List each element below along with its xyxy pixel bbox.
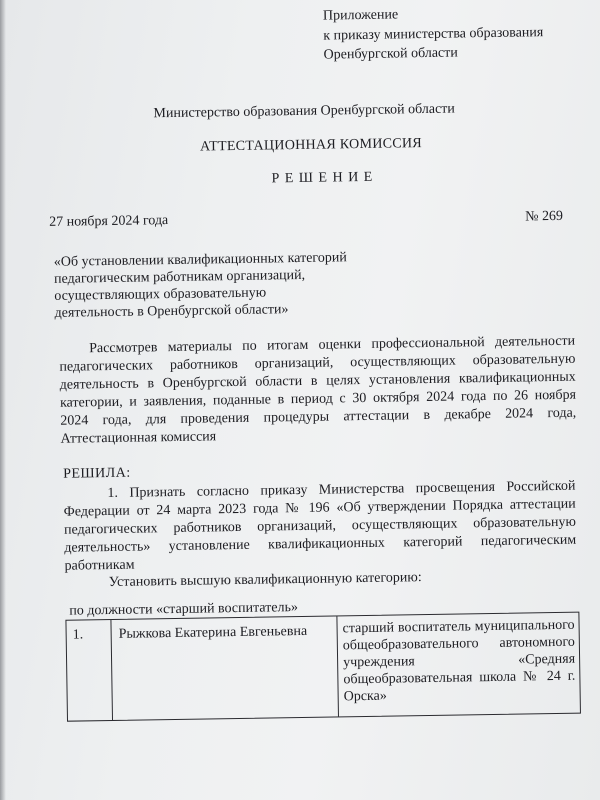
item-line: деятельность» установление квалификационных категорий педагогическим: [64, 532, 577, 556]
establish-category-line: Установить высшую квалификационную категорию:: [108, 570, 422, 591]
preamble-line: категории, и заявления, поданные в период с 30 октября 2024 года по 26 ноября: [59, 387, 577, 411]
decision-date: 27 ноября 2024 года: [49, 213, 169, 230]
preamble-line: 2024 года, для проведения процедуры аттестации в декабре 2024 года,: [60, 405, 577, 429]
subject-line: педагогическим работникам организаций,: [53, 267, 306, 287]
item-line: работникам: [64, 557, 135, 574]
position-line: общеобразовательного автономного: [342, 634, 575, 654]
decision-subject: [54, 249, 348, 322]
item-line: педагогических работников организаций, осуществляющих образовательную: [63, 514, 577, 538]
preamble-line: Аттестационная комиссия: [60, 429, 217, 447]
position-line: учреждения «Средняя: [343, 651, 576, 671]
appendix-order-line: к приказу министерства образования: [323, 25, 544, 44]
position-heading: по должности «старший воспитатель»: [69, 600, 299, 619]
appendix-region-line: Оренбургской области: [323, 45, 458, 63]
preamble-line: Рассмотрев материалы по итогам оценки профессиональной деятельности: [89, 333, 576, 357]
resolved-heading: РЕШИЛА:: [63, 465, 131, 482]
row-number: 1.: [72, 627, 84, 643]
subject-line: «Об установлении квалификационных категорий: [53, 250, 347, 270]
item-line: Федерации от 24 марта 2023 года № 196 «Об утверждении Порядка аттестации: [63, 496, 576, 520]
ministry-name: Министерство образования Оренбургской области: [153, 101, 455, 122]
category-table: [65, 612, 581, 722]
item-1-paragraph: [63, 478, 576, 576]
preamble-line: педагогических работников организаций, осуществляющих образовательную: [59, 351, 576, 375]
decision-number: № 269: [525, 208, 564, 225]
employee-name: Рыжкова Екатерина Евгеньевна: [118, 623, 308, 642]
decision-title: Р Е Ш Е Н И Е: [271, 169, 374, 187]
table-cell-number: [66, 620, 113, 721]
appendix-label: Приложение: [322, 7, 399, 24]
item-line: 1. Признать согласно приказу Министерства просвещения Российской: [107, 478, 576, 502]
commission-title: АТТЕСТАЦИОННАЯ КОМИССИЯ: [199, 136, 423, 155]
employee-position: [342, 617, 575, 706]
preamble-paragraph: [59, 333, 577, 449]
preamble-line: деятельность в Оренбургской области в целях установления квалификационных: [59, 369, 576, 393]
table-cell-position: [336, 613, 580, 717]
position-line: общеобразовательная школа № 24 г.: [343, 668, 576, 688]
subject-line: деятельность в Оренбургской области»: [54, 302, 289, 321]
table-cell-name: [110, 616, 339, 720]
position-line: старший воспитатель муниципального: [342, 617, 575, 637]
position-line: Орска»: [343, 688, 387, 705]
subject-line: осуществляющих образовательную: [54, 285, 267, 304]
